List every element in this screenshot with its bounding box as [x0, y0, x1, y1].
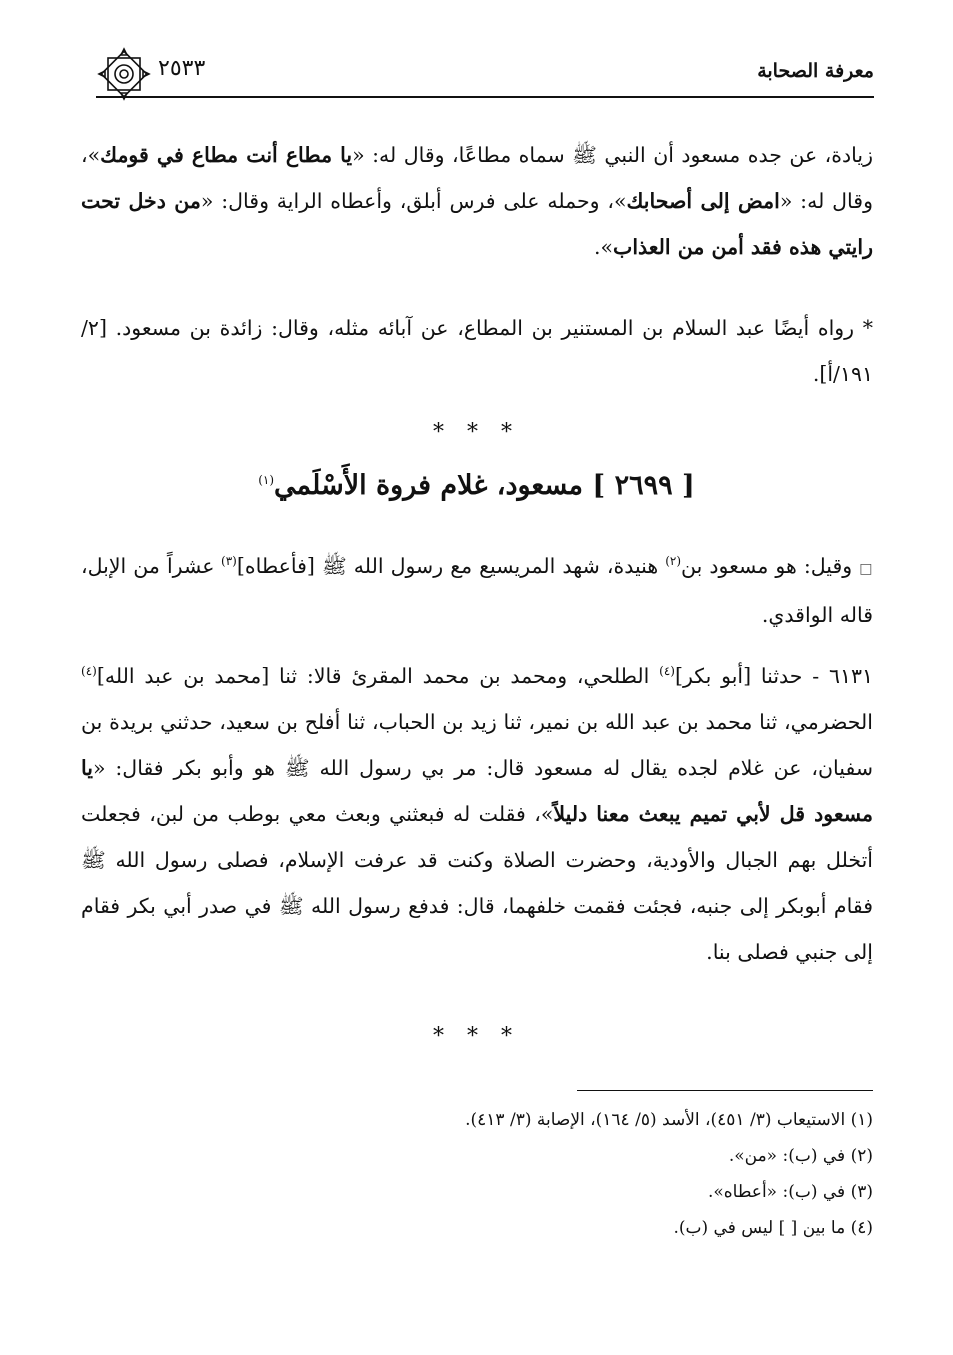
footnote-4: (٤) ما بين [ ] ليس في (ب). [673, 1218, 873, 1238]
page-header [96, 44, 874, 98]
text-run: زيادة، عن جده مسعود أن النبي ﷺ سماه مطاعًا، وقال له: « [352, 143, 873, 167]
hadith-quote: امض إلى أصحابك [626, 189, 780, 213]
page-number: ٢٥٣٣ [158, 56, 206, 81]
entry-heading [0, 470, 953, 501]
paragraph-narration-note: * رواه أيضًا عبد السلام بن المستنير بن المطاع، عن آبائه مثله، وقال: زائدة بن مسعود. [٢/ ١٩١/أ]. [81, 316, 873, 386]
paragraph-continuation [81, 132, 873, 270]
footnote-2: (٢) في (ب): «من». [728, 1146, 873, 1166]
footnote-ref: (٢) [665, 554, 682, 568]
running-title: معرفة الصحابة [757, 60, 874, 82]
text-run: وقيل: هو مسعود بن [681, 553, 860, 578]
text-run: عشراً من الإبل، قاله الواقدي. [81, 553, 873, 627]
footnote-rule [577, 1090, 873, 1091]
footnotes [81, 1102, 873, 1246]
footnote-ref: (٣) [221, 554, 237, 568]
paragraph-hadith-6131 [81, 648, 873, 975]
footnote-ref: (١) [258, 473, 275, 487]
text-run: ٦١٣١ - حدثنا [أبو بكر] [674, 663, 873, 688]
footnote-ref: (٤) [81, 664, 97, 678]
paragraph-biography [81, 538, 873, 638]
text-run: ». [593, 235, 614, 259]
square-icon: □ [859, 560, 873, 577]
section-divider: * * * [433, 1024, 520, 1049]
footnote-1: (١) الاستيعاب (٣/ ٤٥١)، الأسد (٥/ ١٦٤)، الإصابة (٣/ ٤١٣). [465, 1110, 873, 1130]
text-run: »، فقلت له فبعثني وبعث معي بوطب من لبن، فجعلت أتخلل بهم الجبال والأودية، وحضرت الصلاة وكنت قد عرفت الإسلام، فصلى رسول الله ﷺ فقام أبوبكر إلى جنبه، فجئت فقمت خلفهما، قال: فدفع رسول الله ﷺ في صدر أبي بكر فقام إلى جنبي فصلى بنا. [81, 801, 873, 964]
text-run: هنيدة، شهد المريسيع مع رسول الله ﷺ [فأعطاه] [236, 553, 666, 578]
section-divider: * * * [433, 420, 520, 445]
text-run: الطلحي، ومحمد بن محمد المقرئ قالا: ثنا [محمد بن عبد الله] [96, 663, 660, 688]
text-run: الحضرمي، ثنا محمد بن عبد الله بن نمير، ثنا زيد بن الحباب، ثنا أفلح بن سعيد، حدثني بريدة بن سفيان، عن غلام لجده يقال له مسعود قال: مر بي رسول الله ﷺ هو وأبو بكر فقال: « [81, 709, 873, 780]
footnote-3: (٣) في (ب): «أعطاه». [707, 1182, 873, 1202]
hadith-quote: يا مطاع أنت مطاع في قومك [100, 143, 353, 167]
footnote-ref: (٤) [659, 664, 675, 678]
heading-text: [ ٢٦٩٩ ] مسعود، غلام فروة الأَسْلَمي [274, 470, 695, 501]
ornament-icon [96, 46, 152, 102]
hadith-quote: يا مسعود قل لأبي تميم يبعث معنا دليلاً [81, 755, 873, 826]
text-run: »، وحمله على فرس أبلق، وأعطاه الراية وقال: « [200, 189, 627, 213]
text-run: »، وقال له: « [81, 143, 873, 213]
hadith-quote: من دخل تحت رايتي هذه فقد أمن من العذاب [81, 189, 873, 259]
